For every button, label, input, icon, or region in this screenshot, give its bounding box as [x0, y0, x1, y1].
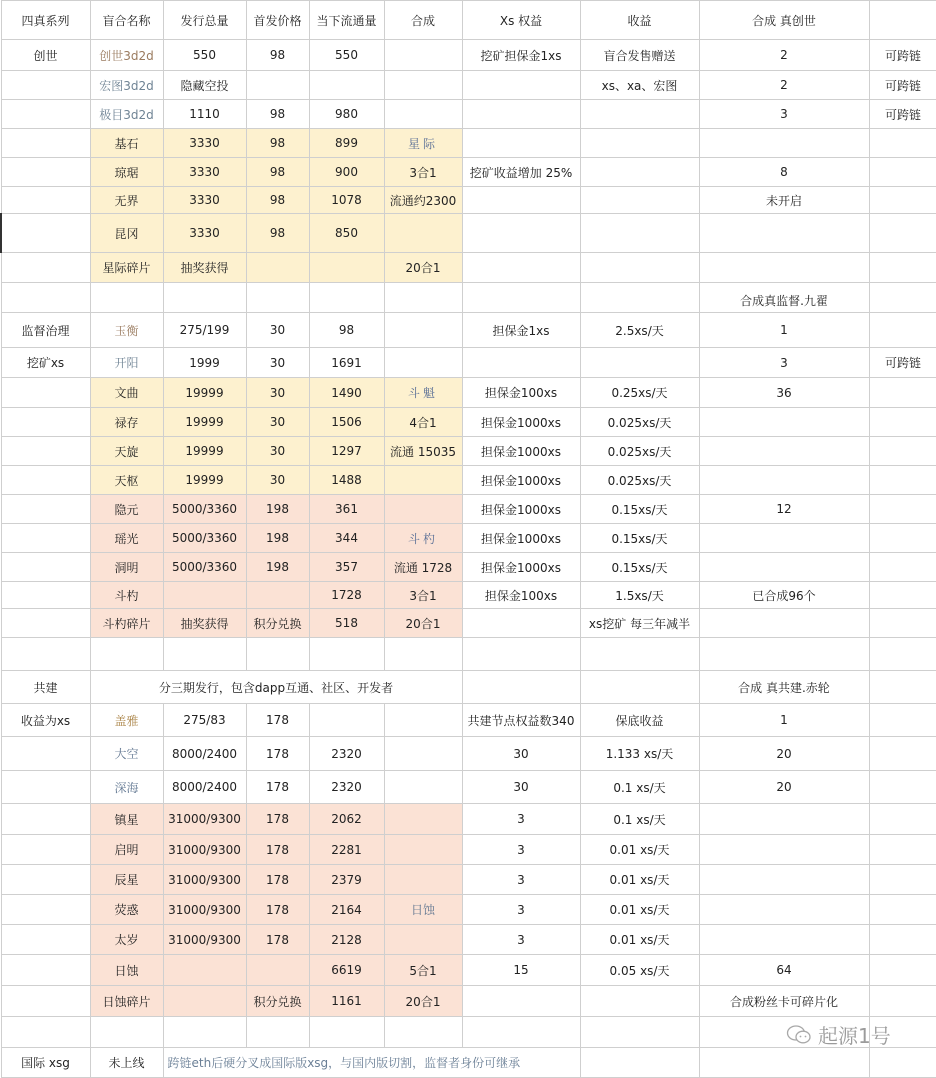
col-circulation: 当下流通量 — [309, 1, 384, 40]
box-name: 斗杓 — [90, 582, 163, 609]
income: 2.5xs/天 — [580, 313, 699, 348]
circ: 550 — [309, 40, 384, 71]
income: 盲合发售赠送 — [580, 40, 699, 71]
synth-true — [699, 466, 869, 495]
rights: 3 — [462, 925, 580, 955]
col-box-name: 盲合名称 — [90, 1, 163, 40]
income: 0.01 xs/天 — [580, 865, 699, 895]
synth — [384, 466, 462, 495]
synth — [384, 40, 462, 71]
price: 178 — [246, 704, 309, 737]
rights: 3 — [462, 895, 580, 925]
total: 31000/9300 — [163, 865, 246, 895]
income — [580, 348, 699, 378]
box-name: 盖雅 — [90, 704, 163, 737]
col-series: 四真系列 — [1, 1, 90, 40]
synth: 流通约2300 — [384, 187, 462, 214]
circ: 980 — [309, 100, 384, 129]
total: 19999 — [163, 437, 246, 466]
price: 30 — [246, 313, 309, 348]
synth-true: 未开启 — [699, 187, 869, 214]
watermark — [786, 1020, 891, 1049]
table-row — [1, 925, 936, 955]
total: 3330 — [163, 158, 246, 187]
price: 178 — [246, 771, 309, 804]
total: 1110 — [163, 100, 246, 129]
section-label: 监督治理 — [1, 313, 90, 348]
price: 30 — [246, 408, 309, 437]
box-name: 深海 — [90, 771, 163, 804]
circ: 2379 — [309, 865, 384, 895]
rights — [462, 214, 580, 253]
price: 积分兑换 — [246, 986, 309, 1017]
total — [163, 582, 246, 609]
box-name: 星际碎片 — [90, 253, 163, 283]
synth-true: 3 — [699, 100, 869, 129]
circ: 6619 — [309, 955, 384, 986]
synth-true: 2 — [699, 40, 869, 71]
box-name: 无界 — [90, 187, 163, 214]
circ: 850 — [309, 214, 384, 253]
total: 31000/9300 — [163, 804, 246, 835]
synth — [384, 737, 462, 771]
synth: 4合1 — [384, 408, 462, 437]
box-name: 斗杓碎片 — [90, 609, 163, 638]
rights: 3 — [462, 835, 580, 865]
income — [580, 158, 699, 187]
circ — [309, 704, 384, 737]
circ: 1297 — [309, 437, 384, 466]
box-name: 辰星 — [90, 865, 163, 895]
circ: 900 — [309, 158, 384, 187]
box-name: 天枢 — [90, 466, 163, 495]
synth-true: 3 — [699, 348, 869, 378]
rights: 15 — [462, 955, 580, 986]
price: 198 — [246, 553, 309, 582]
total: 8000/2400 — [163, 737, 246, 771]
income: 0.1 xs/天 — [580, 804, 699, 835]
total: 5000/3360 — [163, 553, 246, 582]
circ: 1078 — [309, 187, 384, 214]
box-name: 大空 — [90, 737, 163, 771]
income: 0.01 xs/天 — [580, 895, 699, 925]
box-name: 瑶光 — [90, 524, 163, 553]
income: 0.025xs/天 — [580, 466, 699, 495]
synth: 斗杓 — [384, 524, 462, 553]
extra: 可跨链 — [869, 71, 936, 100]
income: xs、xa、宏图 — [580, 71, 699, 100]
price: 98 — [246, 158, 309, 187]
total — [163, 986, 246, 1017]
income: 0.15xs/天 — [580, 553, 699, 582]
synth-title: 合成真监督.九翟 — [699, 283, 869, 313]
synth — [384, 865, 462, 895]
synth-true: 1 — [699, 313, 869, 348]
synth-true: 2 — [699, 71, 869, 100]
total: 3330 — [163, 187, 246, 214]
rights: 担保金1000xs — [462, 553, 580, 582]
price: 积分兑换 — [246, 609, 309, 638]
synth-true — [699, 895, 869, 925]
circ: 1506 — [309, 408, 384, 437]
box-name: 天旋 — [90, 437, 163, 466]
total: 19999 — [163, 378, 246, 408]
rights: 担保金1xs — [462, 313, 580, 348]
box-name: 荧惑 — [90, 895, 163, 925]
circ: 357 — [309, 553, 384, 582]
synth-true — [699, 609, 869, 638]
rights — [462, 100, 580, 129]
income: 0.025xs/天 — [580, 408, 699, 437]
synth-true: 8 — [699, 158, 869, 187]
synth: 20合1 — [384, 253, 462, 283]
synth — [384, 313, 462, 348]
box-name: 太岁 — [90, 925, 163, 955]
circ: 1728 — [309, 582, 384, 609]
circ: 98 — [309, 313, 384, 348]
price: 178 — [246, 835, 309, 865]
synth — [384, 495, 462, 524]
rights — [462, 609, 580, 638]
total: 31000/9300 — [163, 895, 246, 925]
synth — [384, 100, 462, 129]
income: 0.1 xs/天 — [580, 771, 699, 804]
income: 0.25xs/天 — [580, 378, 699, 408]
table-row — [1, 865, 936, 895]
table-row — [1, 437, 936, 466]
price: 178 — [246, 925, 309, 955]
price: 178 — [246, 804, 309, 835]
rights: 担保金100xs — [462, 378, 580, 408]
synth: 流通 15035 — [384, 437, 462, 466]
section-label: 国际 xsg — [1, 1048, 90, 1078]
circ: 361 — [309, 495, 384, 524]
table-row — [1, 187, 936, 214]
synth — [384, 348, 462, 378]
synth: 斗魁 — [384, 378, 462, 408]
total: 275/83 — [163, 704, 246, 737]
circ — [309, 71, 384, 100]
total: 1999 — [163, 348, 246, 378]
table-row — [1, 466, 936, 495]
rights — [462, 986, 580, 1017]
table-row — [1, 408, 936, 437]
price — [246, 71, 309, 100]
income: 1.133 xs/天 — [580, 737, 699, 771]
income: 0.01 xs/天 — [580, 925, 699, 955]
table-row — [1, 737, 936, 771]
synth-true — [699, 804, 869, 835]
box-name: 镇星 — [90, 804, 163, 835]
synth: 3合1 — [384, 582, 462, 609]
total: 8000/2400 — [163, 771, 246, 804]
box-name: 洞明 — [90, 553, 163, 582]
rights: 共建节点权益数340 — [462, 704, 580, 737]
box-name: 极目3d2d — [90, 100, 163, 129]
price — [246, 955, 309, 986]
table-row — [1, 158, 936, 187]
circ: 1691 — [309, 348, 384, 378]
synth — [384, 835, 462, 865]
circ: 344 — [309, 524, 384, 553]
box-name: 宏图3d2d — [90, 71, 163, 100]
price: 30 — [246, 466, 309, 495]
price: 98 — [246, 129, 309, 158]
synth-true: 20 — [699, 771, 869, 804]
synth-true — [699, 129, 869, 158]
total: 3330 — [163, 129, 246, 158]
circ: 1161 — [309, 986, 384, 1017]
extra: 可跨链 — [869, 100, 936, 129]
synth-true — [699, 835, 869, 865]
table-row — [1, 986, 936, 1017]
income: 0.01 xs/天 — [580, 835, 699, 865]
rights: 3 — [462, 865, 580, 895]
synth-true: 已合成96个 — [699, 582, 869, 609]
synth-true — [699, 214, 869, 253]
rights: 担保金100xs — [462, 582, 580, 609]
table-row — [1, 804, 936, 835]
table-row — [1, 253, 936, 283]
total: 抽奖获得 — [163, 253, 246, 283]
income — [580, 214, 699, 253]
table-row — [1, 524, 936, 553]
synth: 20合1 — [384, 609, 462, 638]
total: 3330 — [163, 214, 246, 253]
rights: 挖矿收益增加 25% — [462, 158, 580, 187]
synth-true: 20 — [699, 737, 869, 771]
rights — [462, 348, 580, 378]
extra: 可跨链 — [869, 40, 936, 71]
income: xs挖矿 每三年减半 — [580, 609, 699, 638]
rights: 担保金1000xs — [462, 466, 580, 495]
extra: 可跨链 — [869, 348, 936, 378]
section-label: 共建 — [1, 671, 90, 704]
box-name: 日蚀碎片 — [90, 986, 163, 1017]
col-xs-rights: Xs 权益 — [462, 1, 580, 40]
total — [163, 955, 246, 986]
box-name: 昆冈 — [90, 214, 163, 253]
table-row — [1, 313, 936, 348]
col-income: 收益 — [580, 1, 699, 40]
table-row — [1, 283, 936, 313]
box-name: 文曲 — [90, 378, 163, 408]
synth-title: 合成 真共建.赤轮 — [699, 671, 869, 704]
box-name: 日蚀 — [90, 955, 163, 986]
income: 0.15xs/天 — [580, 524, 699, 553]
income: 0.05 xs/天 — [580, 955, 699, 986]
synth-true: 36 — [699, 378, 869, 408]
synth: 5合1 — [384, 955, 462, 986]
table-row — [1, 378, 936, 408]
box-name: 创世3d2d — [90, 40, 163, 71]
col-total-issue: 发行总量 — [163, 1, 246, 40]
section-label: 创世 — [1, 40, 90, 71]
total: 5000/3360 — [163, 524, 246, 553]
circ: 2164 — [309, 895, 384, 925]
income — [580, 100, 699, 129]
table-row — [1, 100, 936, 129]
status: 未上线 — [90, 1048, 163, 1078]
synth: 星际 — [384, 129, 462, 158]
table-row — [1, 214, 936, 253]
synth — [384, 704, 462, 737]
section-note: 分三期发行，包含dapp互通、社区、开发者 — [90, 671, 462, 704]
total: 19999 — [163, 466, 246, 495]
price: 198 — [246, 524, 309, 553]
box-name: 隐元 — [90, 495, 163, 524]
table-row — [1, 771, 936, 804]
income — [580, 129, 699, 158]
price: 98 — [246, 214, 309, 253]
synth-true — [699, 253, 869, 283]
synth — [384, 771, 462, 804]
rights: 30 — [462, 737, 580, 771]
total: 31000/9300 — [163, 835, 246, 865]
circ: 2320 — [309, 771, 384, 804]
box-name: 玉衡 — [90, 313, 163, 348]
box-name: 琼琚 — [90, 158, 163, 187]
rights — [462, 71, 580, 100]
table-row — [1, 1048, 936, 1078]
rights: 30 — [462, 771, 580, 804]
price: 30 — [246, 437, 309, 466]
price: 98 — [246, 100, 309, 129]
col-synthesis: 合成 — [384, 1, 462, 40]
total: 19999 — [163, 408, 246, 437]
total: 550 — [163, 40, 246, 71]
circ: 2062 — [309, 804, 384, 835]
total: 31000/9300 — [163, 925, 246, 955]
price: 30 — [246, 378, 309, 408]
circ: 899 — [309, 129, 384, 158]
col-first-price: 首发价格 — [246, 1, 309, 40]
synth-true — [699, 408, 869, 437]
synth: 20合1 — [384, 986, 462, 1017]
price: 98 — [246, 40, 309, 71]
price: 178 — [246, 737, 309, 771]
income — [580, 986, 699, 1017]
box-name: 启明 — [90, 835, 163, 865]
circ: 1488 — [309, 466, 384, 495]
rights: 挖矿担保金1xs — [462, 40, 580, 71]
synth: 3合1 — [384, 158, 462, 187]
income: 0.025xs/天 — [580, 437, 699, 466]
rights: 担保金1000xs — [462, 495, 580, 524]
table-row — [1, 71, 936, 100]
box-name: 开阳 — [90, 348, 163, 378]
income: 1.5xs/天 — [580, 582, 699, 609]
table-row — [1, 671, 936, 704]
rights: 担保金1000xs — [462, 524, 580, 553]
table-row — [1, 582, 936, 609]
rights: 3 — [462, 804, 580, 835]
table-row — [1, 40, 936, 71]
circ: 2281 — [309, 835, 384, 865]
rights: 担保金1000xs — [462, 437, 580, 466]
col-synth-true: 合成 真创世 — [699, 1, 869, 40]
table-row — [1, 955, 936, 986]
circ: 2128 — [309, 925, 384, 955]
table-row — [1, 638, 936, 671]
total: 275/199 — [163, 313, 246, 348]
synth-true — [699, 553, 869, 582]
synth: 流通 1728 — [384, 553, 462, 582]
section-sublabel: 收益为xs — [1, 704, 90, 737]
price: 30 — [246, 348, 309, 378]
synth-true — [699, 925, 869, 955]
total: 抽奖获得 — [163, 609, 246, 638]
synth-true: 1 — [699, 704, 869, 737]
price: 198 — [246, 495, 309, 524]
price: 178 — [246, 865, 309, 895]
income — [580, 187, 699, 214]
section-sublabel: 挖矿xs — [1, 348, 90, 378]
header-row — [1, 1, 936, 40]
price: 178 — [246, 895, 309, 925]
total: 隐藏空投 — [163, 71, 246, 100]
table-row — [1, 495, 936, 524]
synth-true — [699, 437, 869, 466]
rights — [462, 253, 580, 283]
synth — [384, 214, 462, 253]
income: 0.15xs/天 — [580, 495, 699, 524]
synth — [384, 925, 462, 955]
circ — [309, 253, 384, 283]
watermark-text: 起源1号 — [818, 1024, 891, 1048]
synth-true — [699, 524, 869, 553]
total: 5000/3360 — [163, 495, 246, 524]
price — [246, 582, 309, 609]
box-name: 禄存 — [90, 408, 163, 437]
table-row — [1, 129, 936, 158]
table-row — [1, 609, 936, 638]
table-row — [1, 835, 936, 865]
section-note: 跨链eth后硬分叉成国际版xsg，与国内版切割，监督者身份可继承 — [163, 1048, 580, 1078]
table-row — [1, 895, 936, 925]
rights — [462, 129, 580, 158]
synth-true: 合成粉丝卡可碎片化 — [699, 986, 869, 1017]
price — [246, 253, 309, 283]
rights: 担保金1000xs — [462, 408, 580, 437]
col-extra — [869, 1, 936, 40]
synth-true: 64 — [699, 955, 869, 986]
circ: 518 — [309, 609, 384, 638]
circ: 2320 — [309, 737, 384, 771]
table-row — [1, 553, 936, 582]
income: 保底收益 — [580, 704, 699, 737]
box-name: 基石 — [90, 129, 163, 158]
synth-true: 12 — [699, 495, 869, 524]
income — [580, 253, 699, 283]
rights — [462, 187, 580, 214]
synth: 日蚀 — [384, 895, 462, 925]
table-row — [1, 704, 936, 737]
circ: 1490 — [309, 378, 384, 408]
synth — [384, 71, 462, 100]
price: 98 — [246, 187, 309, 214]
synth-true — [699, 865, 869, 895]
table-row — [1, 348, 936, 378]
wechat-icon — [786, 1024, 812, 1046]
synth — [384, 804, 462, 835]
